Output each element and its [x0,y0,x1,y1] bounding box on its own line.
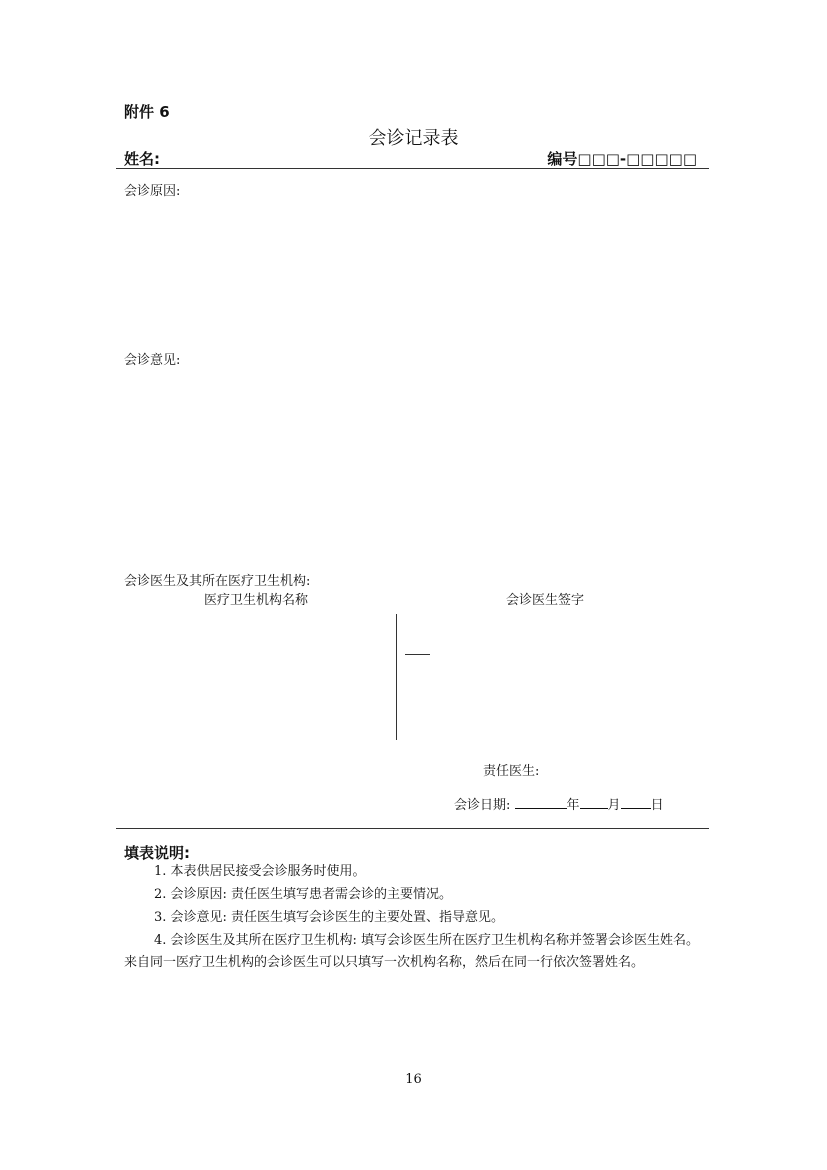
form-title: 会诊记录表 [368,128,459,149]
opinion-label: 会诊意见: [124,353,181,368]
year-label: 年 [566,798,580,813]
doctor-institution-label: 会诊医生及其所在医疗卫生机构: [124,574,311,589]
day-label: 日 [650,798,664,813]
note-item-2: 2. 会诊原因: 责任医生填写患者需会诊的主要情况。 [154,887,453,902]
signature-column-header: 会诊医生签字 [506,593,585,608]
month-blank [580,796,608,809]
institution-column-header: 医疗卫生机构名称 [204,593,309,608]
signature-stub-line [405,654,430,655]
notes-divider [116,828,709,829]
reason-label: 会诊原因: [124,184,181,199]
note-item-4: 4. 会诊医生及其所在医疗卫生机构: 填写会诊医生所在医疗卫生机构名称并签署会诊医生姓名。来自同一医疗卫生机构的会诊医生可以只填写一次机构名称，然后在同一行依次签署姓名。 [124,933,700,970]
year-blank [515,796,567,809]
month-label: 月 [607,798,621,813]
attachment-label: 附件 6 [124,103,170,121]
day-blank [621,796,651,809]
note-item-3: 3. 会诊意见: 责任医生填写会诊医生的主要处置、指导意见。 [154,910,505,925]
responsible-doctor-label: 责任医生: [483,764,540,779]
notes-title: 填表说明: [124,844,190,862]
note-item-1: 1. 本表供居民接受会诊服务时使用。 [154,864,366,879]
code-label: 编号□□□-□□□□□ [547,150,697,168]
header-divider [116,168,709,169]
column-divider [396,614,397,740]
date-label: 会诊日期: [454,798,511,813]
page-number: 16 [405,1072,422,1087]
consultation-date [454,794,664,813]
name-label: 姓名: [124,150,160,168]
